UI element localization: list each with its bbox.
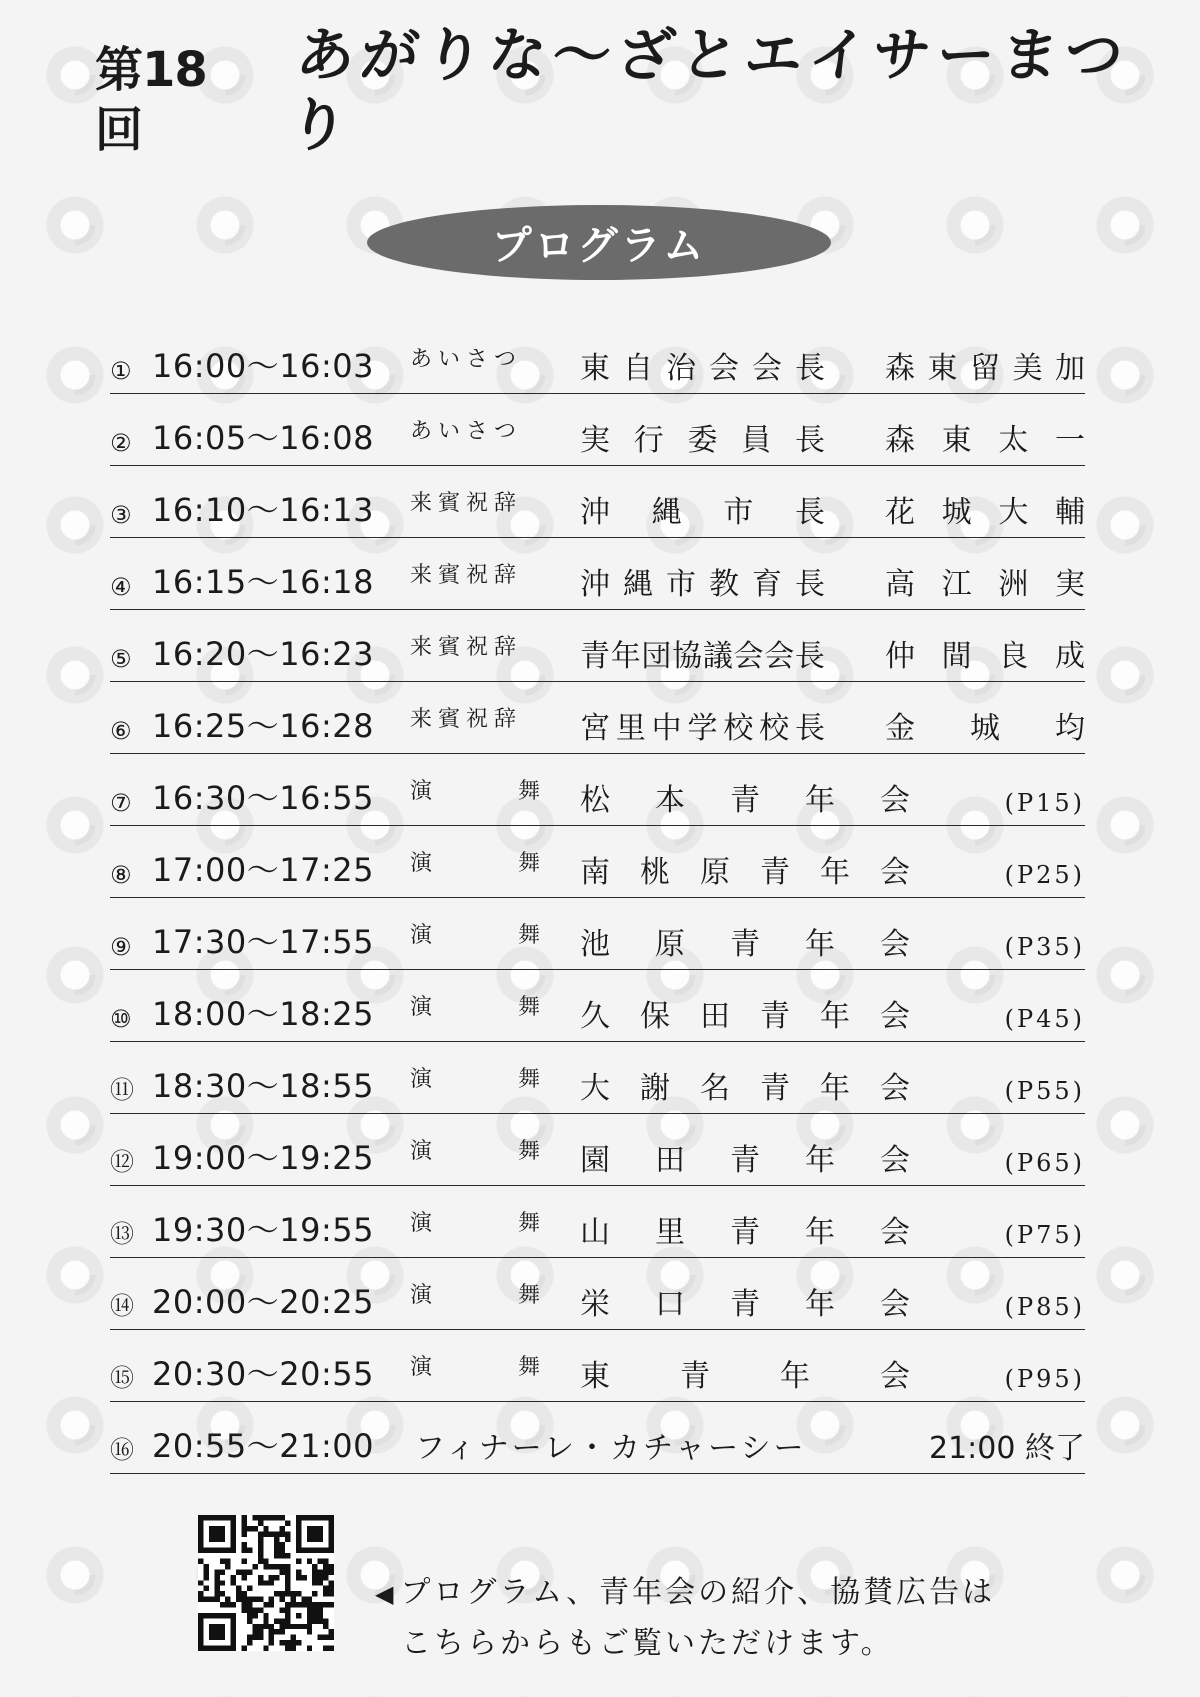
row-time: 19:30〜19:55 <box>152 1211 374 1249</box>
row-number: ④ <box>110 573 132 601</box>
row-time: 17:00〜17:25 <box>152 851 374 889</box>
row-name: 東 自 治 会 会 長 森 東 留 美 加 <box>580 351 1085 386</box>
row-kind: 演 舞 <box>410 1355 540 1380</box>
row-kind: 演 舞 <box>410 923 540 948</box>
finale-row <box>110 1402 1085 1474</box>
row-kind: 演 舞 <box>410 1211 540 1236</box>
row-number: ⑤ <box>110 645 132 673</box>
row-kind: 演 舞 <box>410 1139 540 1164</box>
program-row <box>110 610 1085 682</box>
program-row <box>110 1042 1085 1114</box>
row-kind: 来賓祝辞 <box>410 707 523 732</box>
row-name: 松 本 青 年 会 <box>580 783 910 818</box>
row-name: 東 青 年 会 <box>580 1359 910 1394</box>
arrow-left-icon: ◀ <box>375 1580 397 1608</box>
row-number: ⑦ <box>110 789 132 817</box>
row-number: ⑯ <box>110 1436 134 1464</box>
row-kind: 演 舞 <box>410 851 540 876</box>
row-name: 久 保 田 青 年 会 <box>580 999 910 1034</box>
row-name: 沖 縄 市 教 育 長 高 江 洲 実 <box>580 567 1085 602</box>
row-name: 栄 口 青 年 会 <box>580 1287 910 1322</box>
row-kind: 演 舞 <box>410 779 540 804</box>
row-page-ref: (P45) <box>1004 1005 1085 1033</box>
program-row <box>110 322 1085 394</box>
row-kind: あいさつ <box>410 419 523 444</box>
row-time: 18:30〜18:55 <box>152 1067 374 1105</box>
program-row <box>110 754 1085 826</box>
row-time: 16:15〜16:18 <box>152 563 374 601</box>
row-kind: 来賓祝辞 <box>410 491 523 516</box>
row-number: ③ <box>110 501 132 529</box>
row-name: 宮 里 中 学 校 校 長 金 城 均 <box>580 711 1085 746</box>
row-name: 沖 縄 市 長 花 城 大 輔 <box>580 495 1085 530</box>
row-kind: 来賓祝辞 <box>410 635 523 660</box>
program-heading <box>367 205 831 280</box>
qr-code[interactable] <box>198 1515 334 1651</box>
program-row <box>110 538 1085 610</box>
row-page-ref: (P95) <box>1004 1365 1085 1393</box>
program-row <box>110 970 1085 1042</box>
row-time: 20:30〜20:55 <box>152 1355 374 1393</box>
page-title <box>95 21 1132 160</box>
row-time: 16:20〜16:23 <box>152 635 374 673</box>
row-time: 19:00〜19:25 <box>152 1139 374 1177</box>
row-page-ref: (P85) <box>1004 1293 1085 1321</box>
row-number: ⑩ <box>110 1005 132 1033</box>
row-time: 16:10〜16:13 <box>152 491 374 529</box>
row-page-ref: (P25) <box>1004 861 1085 889</box>
row-page-ref: (P55) <box>1004 1077 1085 1105</box>
program-row <box>110 826 1085 898</box>
row-number: ① <box>110 357 132 385</box>
row-name: 実 行 委 員 長 森 東 太 一 <box>580 423 1085 458</box>
end-time: 21:00 終了 <box>929 1431 1085 1466</box>
row-name: 山 里 青 年 会 <box>580 1215 910 1250</box>
program-row <box>110 394 1085 466</box>
row-time: 16:25〜16:28 <box>152 707 374 745</box>
row-name: 南 桃 原 青 年 会 <box>580 855 910 890</box>
row-kind: 演 舞 <box>410 1283 540 1308</box>
row-time: 16:00〜16:03 <box>152 347 374 385</box>
program-row <box>110 466 1085 538</box>
row-name: 大 謝 名 青 年 会 <box>580 1071 910 1106</box>
qr-note-line1: プログラム、青年会の紹介、協賛広告は <box>400 1575 996 1610</box>
program-list <box>110 322 1085 1474</box>
row-name: 青 年 団 協 議 会 会 長 仲 間 良 成 <box>580 639 1085 674</box>
row-number: ⑭ <box>110 1292 134 1320</box>
row-kind: 演 舞 <box>410 1067 540 1092</box>
row-time: 18:00〜18:25 <box>152 995 374 1033</box>
row-number: ⑬ <box>110 1220 134 1248</box>
row-kind: 来賓祝辞 <box>410 563 523 588</box>
program-row <box>110 682 1085 754</box>
row-page-ref: (P35) <box>1004 933 1085 961</box>
row-number: ② <box>110 429 132 457</box>
row-number: ⑨ <box>110 933 132 961</box>
row-name: 園 田 青 年 会 <box>580 1143 910 1178</box>
edition-number: 第18回 <box>95 42 207 158</box>
qr-note-line2: こちらからもご覧いただけます。 <box>401 1626 894 1661</box>
row-time: 17:30〜17:55 <box>152 923 374 961</box>
row-time: 16:30〜16:55 <box>152 779 374 817</box>
qr-note <box>375 1568 1075 1669</box>
row-page-ref: (P75) <box>1004 1221 1085 1249</box>
row-kind: 演 舞 <box>410 995 540 1020</box>
row-number: ⑮ <box>110 1364 134 1392</box>
row-number: ⑥ <box>110 717 132 745</box>
row-number: ⑫ <box>110 1148 134 1176</box>
program-row <box>110 1114 1085 1186</box>
row-name: 池 原 青 年 会 <box>580 927 910 962</box>
program-heading-label: プログラム <box>491 222 707 269</box>
row-kind: あいさつ <box>410 347 523 372</box>
row-number: ⑪ <box>110 1076 134 1104</box>
program-row <box>110 1186 1085 1258</box>
finale-title: フィナーレ・カチャーシー <box>415 1431 807 1466</box>
event-title: あがりな〜ざとエイサーまつり <box>285 21 1132 159</box>
row-time: 20:55〜21:00 <box>152 1427 374 1465</box>
program-row <box>110 898 1085 970</box>
program-row <box>110 1258 1085 1330</box>
row-page-ref: (P65) <box>1004 1149 1085 1177</box>
row-number: ⑧ <box>110 861 132 889</box>
program-row <box>110 1330 1085 1402</box>
row-page-ref: (P15) <box>1004 789 1085 817</box>
row-time: 16:05〜16:08 <box>152 419 374 457</box>
row-time: 20:00〜20:25 <box>152 1283 374 1321</box>
